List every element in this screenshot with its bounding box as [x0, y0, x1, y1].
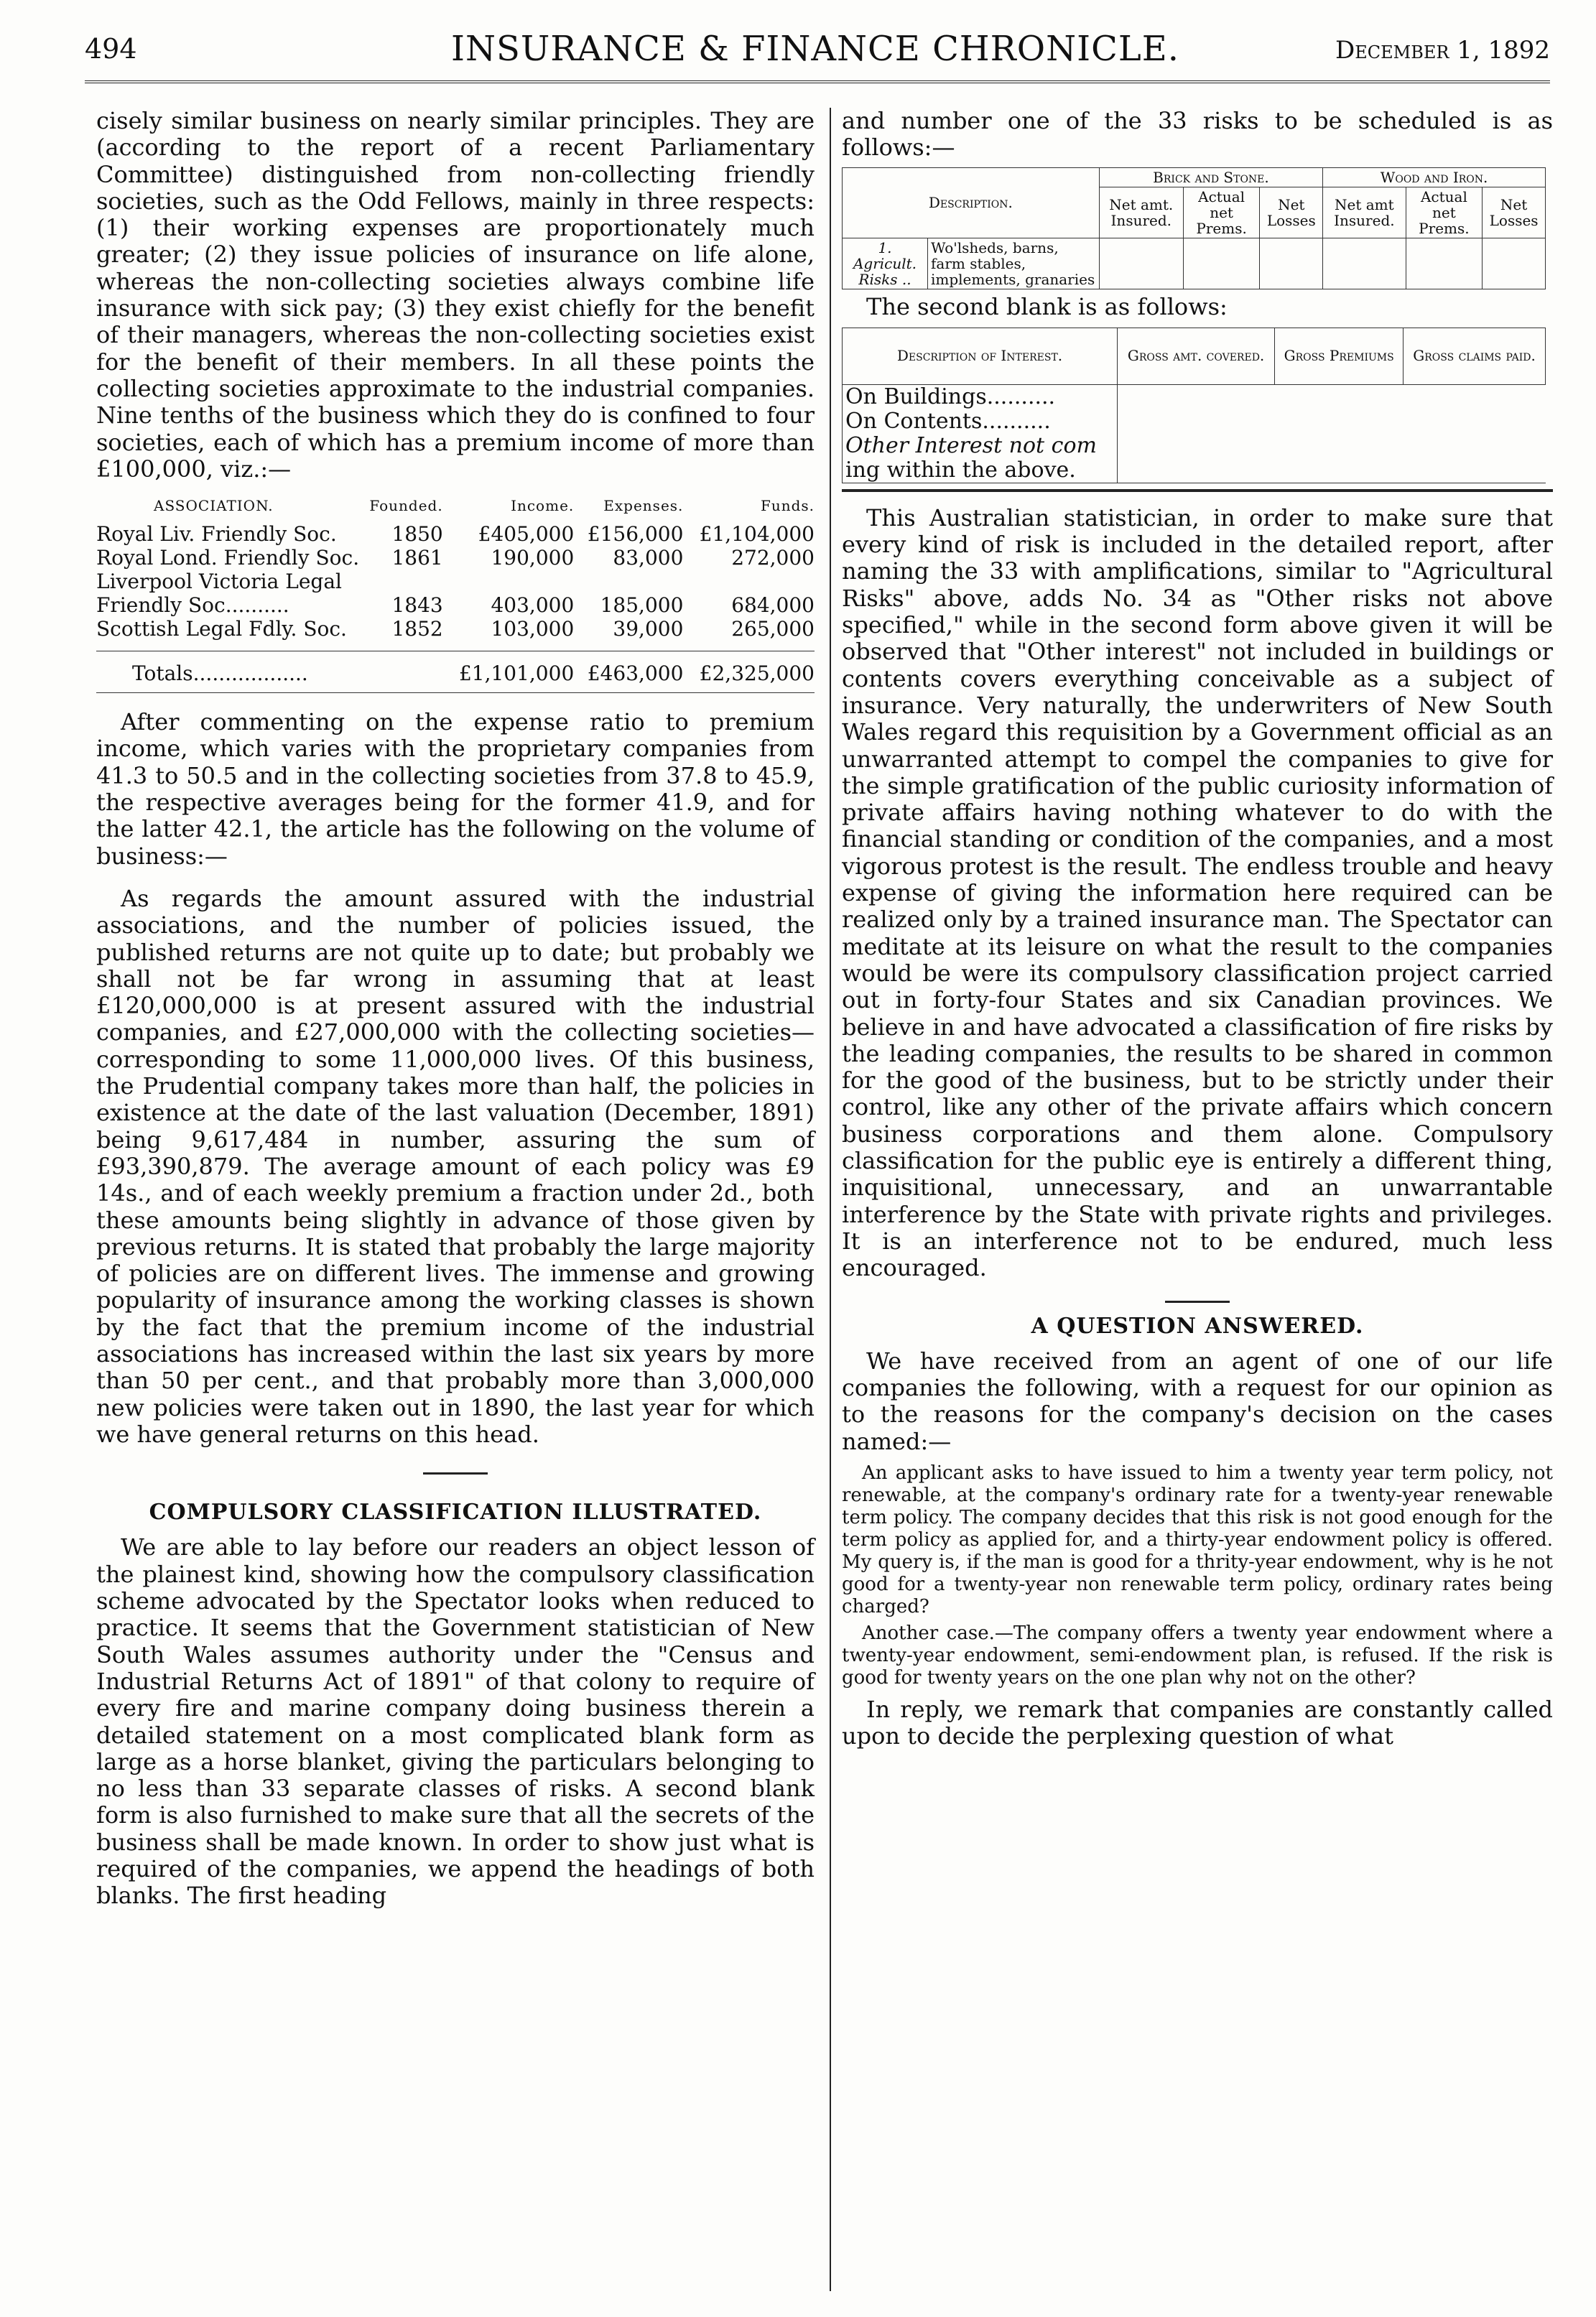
article-paragraph: We have received from an agent of one of our life companies the following, with a request for our opinion as to the reasons for the company's decision on the cases named:— — [842, 1347, 1553, 1455]
form-column: Description of Interest. — [843, 328, 1118, 384]
first-blank-form — [842, 167, 1546, 289]
table-header: Funds. — [760, 497, 815, 515]
quote-paragraph: An applicant asks to have issued to him a twenty year term policy, not renewable, at the company's ordinary rate for a twenty-year renewable term policy. The company decides that this risk is not good enough for the term policy as applied for, and a thirty-year endowment policy is offered. My query is, if the man is good for a thrity-year endowment, why is he not good for a twenty-year non renewable term policy, ordinary rates being charged? — [842, 1462, 1553, 1617]
form-row: On Buildings.......... — [843, 384, 1118, 409]
table-row — [96, 522, 815, 546]
form-header: Description. — [843, 167, 1100, 238]
table-cell: Scottish Legal Fdly. Soc. — [96, 617, 347, 641]
section-heading: A QUESTION ANSWERED. — [1031, 1313, 1364, 1339]
page-header — [85, 29, 1550, 79]
right-column — [842, 108, 1553, 1750]
form-column: Net amt. Insured. — [1099, 187, 1183, 238]
table-cell: £463,000 — [574, 651, 683, 686]
form-column: Net Losses — [1483, 187, 1546, 238]
article-paragraph: The second blank is as follows: — [866, 292, 1228, 320]
table-cell: 83,000 — [613, 546, 684, 570]
table-cell: 103,000 — [491, 617, 575, 641]
article-paragraph: In reply, we remark that companies are constantly called upon to decide the perplexing question of what — [842, 1695, 1553, 1750]
form-column: Actual net Prems. — [1406, 187, 1483, 238]
table-cell: £1,104,000 — [699, 522, 815, 547]
table-cell: £156,000 — [587, 522, 684, 547]
article-paragraph: This Australian statistician, in order to make sure that every kind of risk is included in the detailed report, after naming the 33 with amplifications, similar to "Agricultural Risks" above, adds No. 34 as "Other risks not above specified," while in the second form above given it will be observed that "Other interest" not included in buildings or contents covers everything conceivable as a subject of insurance. Very naturally, the underwriters of New South Wales regard this requisition by a Government official as an unwarranted attempt to compel the companies to give for the simple gratification of the public curiosity information of private affairs having nothing whatever to do with the financial standing or condition of the companies, and a most vigorous protest is the result. The endless trouble and heavy expense of giving the information here required can be realized only by a trained insurance man. The Spectator can meditate at its leisure on what the result to the companies would be were its compulsory classification project carried out in forty-four States and six Canadian provinces. We believe in and have advocated a classification of fire risks by the leading companies, the results to be shared in common for the good of the business, but to be strictly under their control, like any other of the private affairs which concern business corporations and them alone. Compulsory classification for the public eye is entirely a different thing, inquisitional, unnecessary, and an unwarrantable interference by the State with private rights and privileges. It is an interference not to be endured, much less encouraged. — [842, 503, 1553, 1282]
table-cell: Liverpool Victoria Legal Friendly Soc.......... — [96, 570, 342, 618]
form-column: Actual net Prems. — [1183, 187, 1260, 238]
table-cell: Royal Liv. Friendly Soc. — [96, 522, 337, 547]
table-cell: 265,000 — [731, 617, 815, 641]
section-heading: COMPULSORY CLASSIFICATION ILLUSTRATED. — [149, 1500, 762, 1526]
letter-quote — [842, 1462, 1553, 1689]
table-row — [96, 546, 815, 570]
form-header: Brick and Stone. — [1099, 167, 1322, 187]
form-row: ing within the above. — [843, 458, 1118, 483]
table-cell: Royal Lond. Friendly Soc. — [96, 546, 360, 570]
table-cell: 684,000 — [731, 593, 815, 618]
header-rule — [85, 80, 1550, 83]
publication-title: INSURANCE & FINANCE CHRONICLE. — [451, 29, 1179, 69]
form-header: Wood and Iron. — [1323, 167, 1546, 187]
form-row: Other Interest not com — [843, 434, 1118, 458]
second-blank-form — [842, 328, 1546, 483]
issue-date: December 1, 1892 — [1335, 36, 1550, 65]
form-column: Gross amt. covered. — [1118, 328, 1275, 384]
table-cell: 1852 — [391, 617, 443, 641]
table-header: ASSOCIATION. — [154, 497, 274, 515]
left-column — [96, 108, 815, 1910]
article-paragraph: and number one of the 33 risks to be scheduled is as follows:— — [842, 107, 1553, 162]
form-column: Net amt Insured. — [1323, 187, 1406, 238]
table-totals-row — [96, 651, 815, 686]
section-rule — [423, 1472, 488, 1475]
article-paragraph: cisely similar business on nearly similar principles. They are (according to the report of a recent Parliamentary Committee) distinguished from non-collecting friendly societies, such as the Odd Fellows, mainly in three respects: (1) their working expenses are proportionately much greater; (2) they issue policies of insurance on life alone, whereas the non-collecting societies always combine life insurance with sick pay; (3) they exist chiefly for the benefit of their managers, whereas the non-collecting societies exist for the benefit of their members. In all these points the collecting societies approximate to the industrial companies. Nine tenths of the business which they do is confined to four societies, each of which has a premium income of more than £100,000, viz.:— — [96, 107, 815, 483]
form-column: Gross claims paid. — [1404, 328, 1546, 384]
association-table — [96, 491, 815, 685]
form-column: Net Losses — [1260, 187, 1323, 238]
table-header-row — [96, 491, 815, 522]
form-row-detail: Wo'lsheds, barns, farm stables, implements, granaries — [928, 238, 1100, 289]
article-paragraph: After commenting on the expense ratio to premium income, which varies with the proprietary companies from 41.3 to 50.5 and in the collecting societies from 37.8 to 45.9, the respective averages being for the former 41.9, and for the latter 42.1, the article has the following on the volume of business:— — [96, 708, 815, 870]
table-cell: 403,000 — [491, 593, 575, 618]
table-cell: £2,325,000 — [683, 651, 815, 686]
table-cell: £1,101,000 — [443, 651, 575, 686]
table-cell: £405,000 — [478, 522, 575, 547]
table-header: Expenses. — [603, 497, 684, 515]
form-row-label: 1. Agricult. Risks .. — [843, 238, 928, 289]
form-row: On Contents.......... — [843, 409, 1118, 434]
section-rule — [1165, 1301, 1230, 1303]
table-row — [96, 617, 815, 641]
article-paragraph: We are able to lay before our readers an object lesson of the plainest kind, showing how the compulsory classification scheme advocated by the Spectator looks when reduced to practice. It seems that the Government statistician of New South Wales assumes authority under the "Census and Industrial Returns Act of 1891" of that colony to require of every fire and marine company doing business therein a detailed statement on a most complicated blank form as large as a horse blanket, giving the particulars belonging to no less than 33 separate classes of risks. A second blank form is also furnished to make sure that all the secrets of the business shall be made known. In order to show just what is required of the companies, we append the headings of both blanks. The first heading — [96, 1533, 815, 1910]
table-cell: 39,000 — [613, 617, 684, 641]
table-cell: 1850 — [391, 522, 443, 547]
article-quote: As regards the amount assured with the industrial associations, and the number of policies issued, the published returns are not quite up to date; but probably we shall not be far wrong in assuming that at least £120,000,000 is at present assured with the industrial companies, and £27,000,000 with the collecting societies—corresponding to some 11,000,000 lives. Of this business, the Prudential company takes more than half, the policies in existence at the date of the last valuation (December, 1891) being 9,617,484 in number, assuring the sum of £93,390,879. The average amount of each policy was £9 14s., and of each weekly premium a fraction under 2d., both these amounts being slightly in advance of those given by previous returns. It is stated that probably the large majority of policies are on different lives. The immense and growing popularity of insurance among the working classes is shown by the fact that the premium income of the industrial associations has increased within the last six years by more than 50 per cent., and that probably more than 3,000,000 new policies were taken out in 1890, the last year for which we have general returns on this head. — [96, 884, 815, 1448]
table-cell: 185,000 — [600, 593, 684, 618]
table-cell: 1861 — [391, 546, 443, 570]
section-rule — [842, 489, 1553, 492]
table-row — [96, 570, 815, 617]
page-number: 494 — [85, 33, 137, 65]
table-cell — [359, 651, 443, 686]
table-cell: Totals.................. — [96, 651, 359, 686]
table-header: Founded. — [369, 497, 443, 515]
quote-paragraph: Another case.—The company offers a twenty year endowment where a twenty-year endowment, semi-endowment plan, is refused. If the risk is good for twenty years on the one plan why not on the other? — [842, 1622, 1553, 1689]
form-column: Gross Premiums — [1275, 328, 1404, 384]
table-header: Income. — [511, 497, 575, 515]
table-cell: 190,000 — [491, 546, 575, 570]
column-divider — [830, 108, 831, 2291]
table-cell: 1843 — [391, 593, 443, 618]
table-cell: 272,000 — [731, 546, 815, 570]
